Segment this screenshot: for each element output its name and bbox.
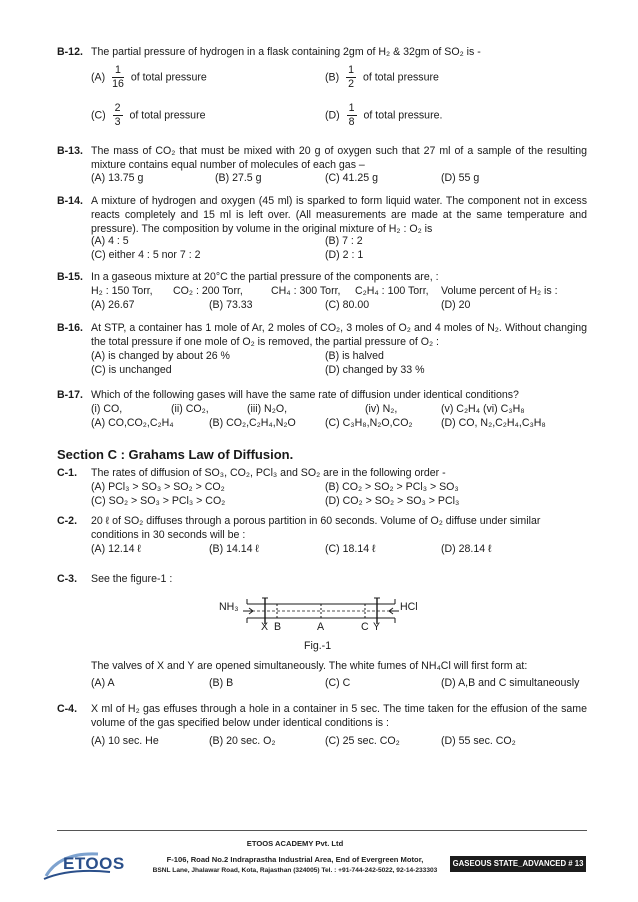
question-number: C-3. [57, 573, 78, 585]
option-c[interactable]: (C) is unchanged [91, 364, 172, 376]
option-a[interactable]: (A) CO,CO₂,C₂H₄ [91, 417, 174, 429]
gas-v-vi: (v) C₂H₄ (vi) C₃H₈ [441, 403, 525, 415]
question-number: C-1. [57, 467, 78, 479]
option-b[interactable]: (B) CO₂ > SO₂ > PCl₃ > SO₃ [325, 481, 459, 493]
option-c[interactable]: (C) 41.25 g [325, 172, 378, 184]
option-c[interactable]: (C) 18.14 ℓ [325, 543, 376, 555]
option-a[interactable]: (A) is changed by about 26 % [91, 350, 230, 362]
pressure-co2: CO₂ : 200 Torr, [173, 285, 243, 297]
option-d[interactable]: (D) CO₂ > SO₂ > SO₃ > PCl₃ [325, 495, 460, 507]
fraction: $\frac{1}{8}$ [348, 102, 355, 128]
option-c[interactable]: (C) C [325, 677, 351, 689]
question-number: B-17. [57, 389, 83, 401]
option-c[interactable]: (C) C₃H₈,N₂O,CO₂ [325, 417, 413, 429]
diffusion-tube-figure [219, 596, 429, 636]
option-c[interactable]: (C) either 4 : 5 nor 7 : 2 [91, 249, 201, 261]
question-text: The mass of CO₂ that must be mixed with 20 g of oxygen such that 27 ml of a sample of the resulting mixture contains equal number of molecules of each gas – [91, 145, 587, 171]
question-number: B-15. [57, 271, 83, 283]
option-c[interactable]: (C) $\frac{2}{3}$ of total pressure [91, 102, 206, 128]
footer-divider [57, 830, 587, 831]
option-b[interactable]: (B) CO₂,C₂H₄,N₂O [209, 417, 296, 429]
question-text: X ml of H₂ gas effuses through a hole in a container in 5 sec. The time taken for the effusion of the same volume of the gas specified below under identical conditions is : [91, 703, 587, 729]
option-a[interactable]: (A) 26.67 [91, 299, 135, 311]
fraction: $\frac{2}{3}$ [114, 102, 121, 128]
option-b[interactable]: (B) 27.5 g [215, 172, 262, 184]
pressure-h2: H₂ : 150 Torr, [91, 285, 153, 297]
label-a: A [317, 621, 325, 633]
question-text-2: The valves of X and Y are opened simultaneously. The white fumes of NH₄Cl will first form at: [91, 660, 528, 672]
option-a[interactable]: (A) 4 : 5 [91, 235, 129, 247]
pressure-ch4: CH₄ : 300 Torr, [271, 285, 341, 297]
option-b[interactable]: (B) 14.14 ℓ [209, 543, 259, 555]
footer-org: ETOOS ACADEMY Pvt. Ltd [246, 839, 344, 848]
option-b[interactable]: (B) is halved [325, 350, 384, 362]
question-text: The partial pressure of hydrogen in a flask containing 2gm of H₂ & 32gm of SO₂ is - [91, 46, 481, 58]
question-text: 20 ℓ of SO₂ diffuses through a porous partition in 60 seconds. Volume of O₂ diffuse under similar conditions in 30 seconds will be : [91, 515, 541, 541]
label-c: C [361, 621, 369, 633]
option-c[interactable]: (C) 25 sec. CO₂ [325, 735, 400, 747]
option-b[interactable]: (B) B [209, 677, 234, 689]
option-d[interactable]: (D) $\frac{1}{8}$ of total pressure. [325, 102, 443, 128]
option-d[interactable]: (D) changed by 33 % [325, 364, 425, 376]
figure-caption: Fig.-1 [304, 640, 332, 652]
label-x: X [261, 621, 269, 633]
question-text: A mixture of hydrogen and oxygen (45 ml) is sparked to form liquid water. The component not in excess reacts completely and 15 ml is left over. (All measurements are made at the same temperature and pressure). The composition by volume in the original mixture of H₂ : O₂ is [91, 195, 587, 235]
question-text: The rates of diffusion of SO₃, CO₂, PCl₃ and SO₂ are in the following order - [91, 467, 446, 479]
gas-iii: (iii) N₂O, [247, 403, 288, 415]
question-text: See the figure-1 : [91, 573, 173, 585]
option-d[interactable]: (D) 28.14 ℓ [441, 543, 492, 555]
option-d[interactable]: (D) 20 [441, 299, 471, 311]
logo-text: ETOOS [63, 854, 125, 873]
question-number: C-4. [57, 703, 78, 715]
footer-address-2: BSNL Lane, Jhalawar Road, Kota, Rajasthan (324005) Tel. : +91-744-242-5022, 92-14-233303 [152, 867, 438, 874]
question-text: At STP, a container has 1 mole of Ar, 2 moles of CO₂, 3 moles of O₂ and 4 moles of N₂. Without changing the total pressure if one mole of O₂ is removed, the partial pressure of O₂ : [91, 322, 587, 348]
gas-ii: (ii) CO₂, [171, 403, 209, 415]
section-title: Section C : Grahams Law of Diffusion. [57, 447, 294, 462]
page-badge: GASEOUS STATE_ADVANCED # 13 [450, 856, 586, 872]
option-a[interactable]: (A) 10 sec. He [91, 735, 159, 747]
pressure-c2h4: C₂H₄ : 100 Torr, [355, 285, 429, 297]
gas-iv: (iv) N₂, [365, 403, 398, 415]
option-a[interactable]: (A) A [91, 677, 115, 689]
question-ask: Volume percent of H₂ is : [441, 285, 558, 297]
question-text: In a gaseous mixture at 20°C the partial pressure of the components are, : [91, 271, 439, 283]
question-number: B-13. [57, 145, 83, 157]
fraction: $\frac{1}{2}$ [348, 64, 354, 90]
option-b[interactable]: (B) 20 sec. O₂ [209, 735, 276, 747]
gas-i: (i) CO, [91, 403, 123, 415]
option-d[interactable]: (D) 55 sec. CO₂ [441, 735, 516, 747]
option-a[interactable]: (A) PCl₃ > SO₃ > SO₂ > CO₂ [91, 481, 225, 493]
label-b: B [274, 621, 282, 633]
option-d[interactable]: (D) 55 g [441, 172, 480, 184]
option-c[interactable]: (C) SO₂ > SO₃ > PCl₃ > CO₂ [91, 495, 226, 507]
option-c[interactable]: (C) 80.00 [325, 299, 370, 311]
option-a[interactable]: (A) 12.14 ℓ [91, 543, 141, 555]
question-number: B-14. [57, 195, 83, 207]
option-a[interactable]: (A) 13.75 g [91, 172, 144, 184]
fraction: $\frac{1}{16}$ [112, 64, 124, 90]
label-y: Y [373, 621, 381, 633]
right-gas-label: HCl [400, 601, 418, 613]
question-number: B-16. [57, 322, 83, 334]
left-gas-label: NH₃ [219, 601, 239, 613]
option-d[interactable]: (D) A,B and C simultaneously [441, 677, 580, 689]
footer-address-1: F-106, Road No.2 Indraprastha Industrial Area, End of Evergreen Motor, [166, 855, 424, 864]
option-b[interactable]: (B) 7 : 2 [325, 235, 363, 247]
question-text: Which of the following gases will have the same rate of diffusion under identical conditions? [91, 389, 519, 401]
option-d[interactable]: (D) 2 : 1 [325, 249, 364, 261]
question-number: C-2. [57, 515, 78, 527]
option-b[interactable]: (B) $\frac{1}{2}$ of total pressure [325, 64, 439, 90]
option-b[interactable]: (B) 73.33 [209, 299, 253, 311]
option-a[interactable]: (A) $\frac{1}{16}$ of total pressure [91, 64, 207, 90]
option-d[interactable]: (D) CO, N₂,C₂H₄,C₃H₈ [441, 417, 546, 429]
question-number: B-12. [57, 46, 83, 58]
